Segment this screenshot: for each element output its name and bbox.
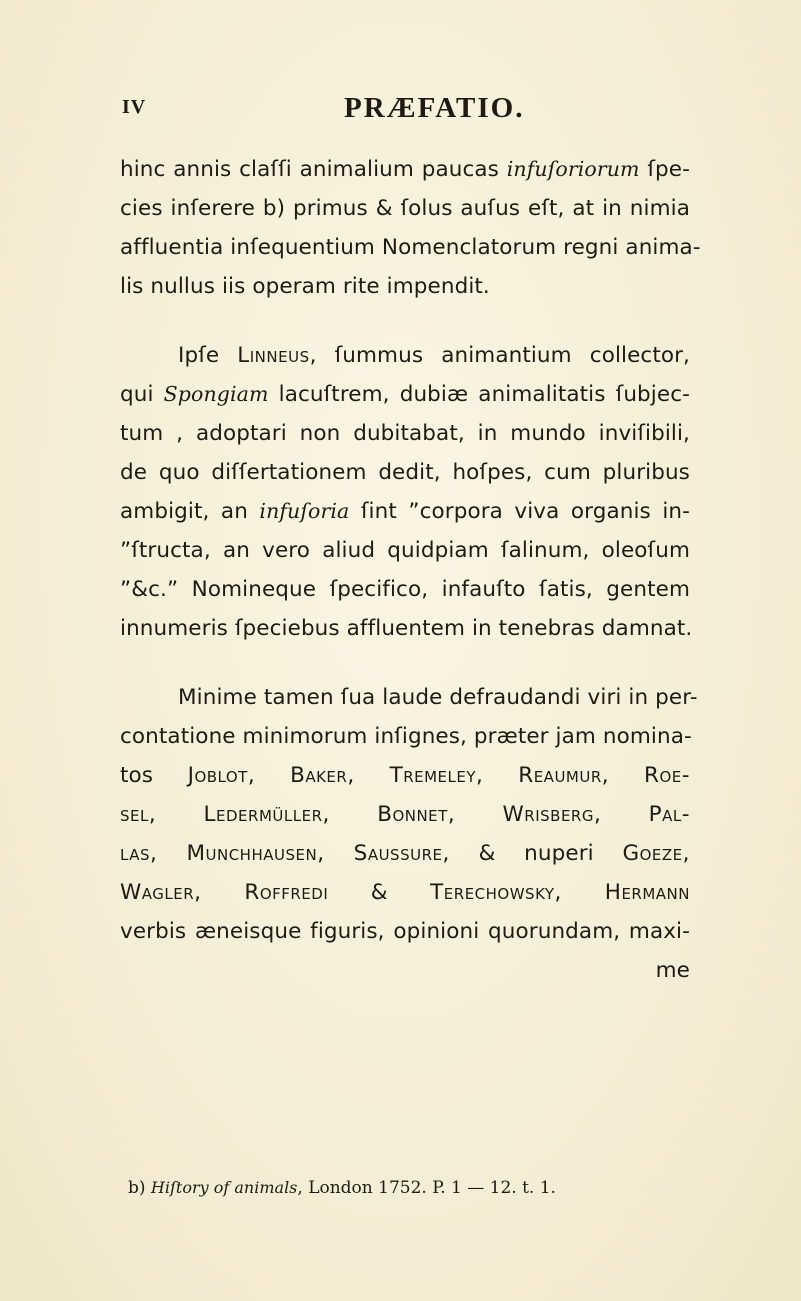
text-line: ambigit, an infuſoria ſint ”corpora viva organis in-	[120, 499, 690, 524]
text-line: ”&c.” Nomineque ſpecifico, infauſto ſatis, gentem	[120, 577, 690, 602]
page-number: IV	[122, 96, 147, 118]
footnote-citation: , London 1752. P. 1 — 12. t. 1.	[297, 1178, 556, 1198]
text-line: cies inſerere b) primus & ſolus auſus eſt, at in nimia	[120, 196, 690, 221]
text-line: de quo diſſertationem dedit, hoſpes, cum pluribus	[120, 460, 690, 485]
text-line: sel, Ledermüller, Bonnet, Wrisberg, Pal-	[120, 802, 690, 827]
text-line: Wagler, Roffredi & Terechowsky, Hermann	[120, 880, 690, 905]
page-header	[0, 92, 801, 132]
text-line: lis nullus iis operam rite impendit.	[120, 274, 490, 299]
text-line: tos Joblot, Baker, Tremeley, Reaumur, Roe-	[120, 763, 690, 788]
running-title: PRÆFATIO.	[344, 92, 525, 124]
text-line: verbis æneisque figuris, opinioni quorundam, maxi-	[120, 919, 690, 944]
text-line: qui Spongiam lacuſtrem, dubiæ animalitatis ſubjec-	[120, 382, 690, 407]
text-line: hinc annis claſſi animalium paucas infuſoriorum ſpe-	[120, 157, 690, 182]
text-line: Minime tamen ſua laude defraudandi viri in per-	[178, 685, 698, 710]
text-line: ”ſtructa, an vero aliud quidpiam ſalinum, oleoſum	[120, 538, 690, 563]
footnote	[128, 1178, 556, 1198]
text-line: las, Munchhausen, Saussure, & nuperi Goeze,	[120, 841, 690, 866]
footnote-title: Hiſtory of animals	[150, 1178, 298, 1197]
body-text	[120, 150, 701, 990]
text-line: contatione minimorum inſignes, præter jam nomina-	[120, 724, 692, 749]
text-line: Ipſe Linneus, ſummus animantium collector,	[178, 343, 690, 368]
footnote-marker: b)	[128, 1178, 151, 1198]
catchword: me	[655, 958, 690, 983]
text-line: innumeris ſpeciebus affluentem in tenebras damnat.	[120, 616, 693, 641]
text-line: affluentia inſequentium Nomenclatorum regni anima-	[120, 235, 701, 260]
text-line: tum , adoptari non dubitabat, in mundo inviſibili,	[120, 421, 690, 446]
